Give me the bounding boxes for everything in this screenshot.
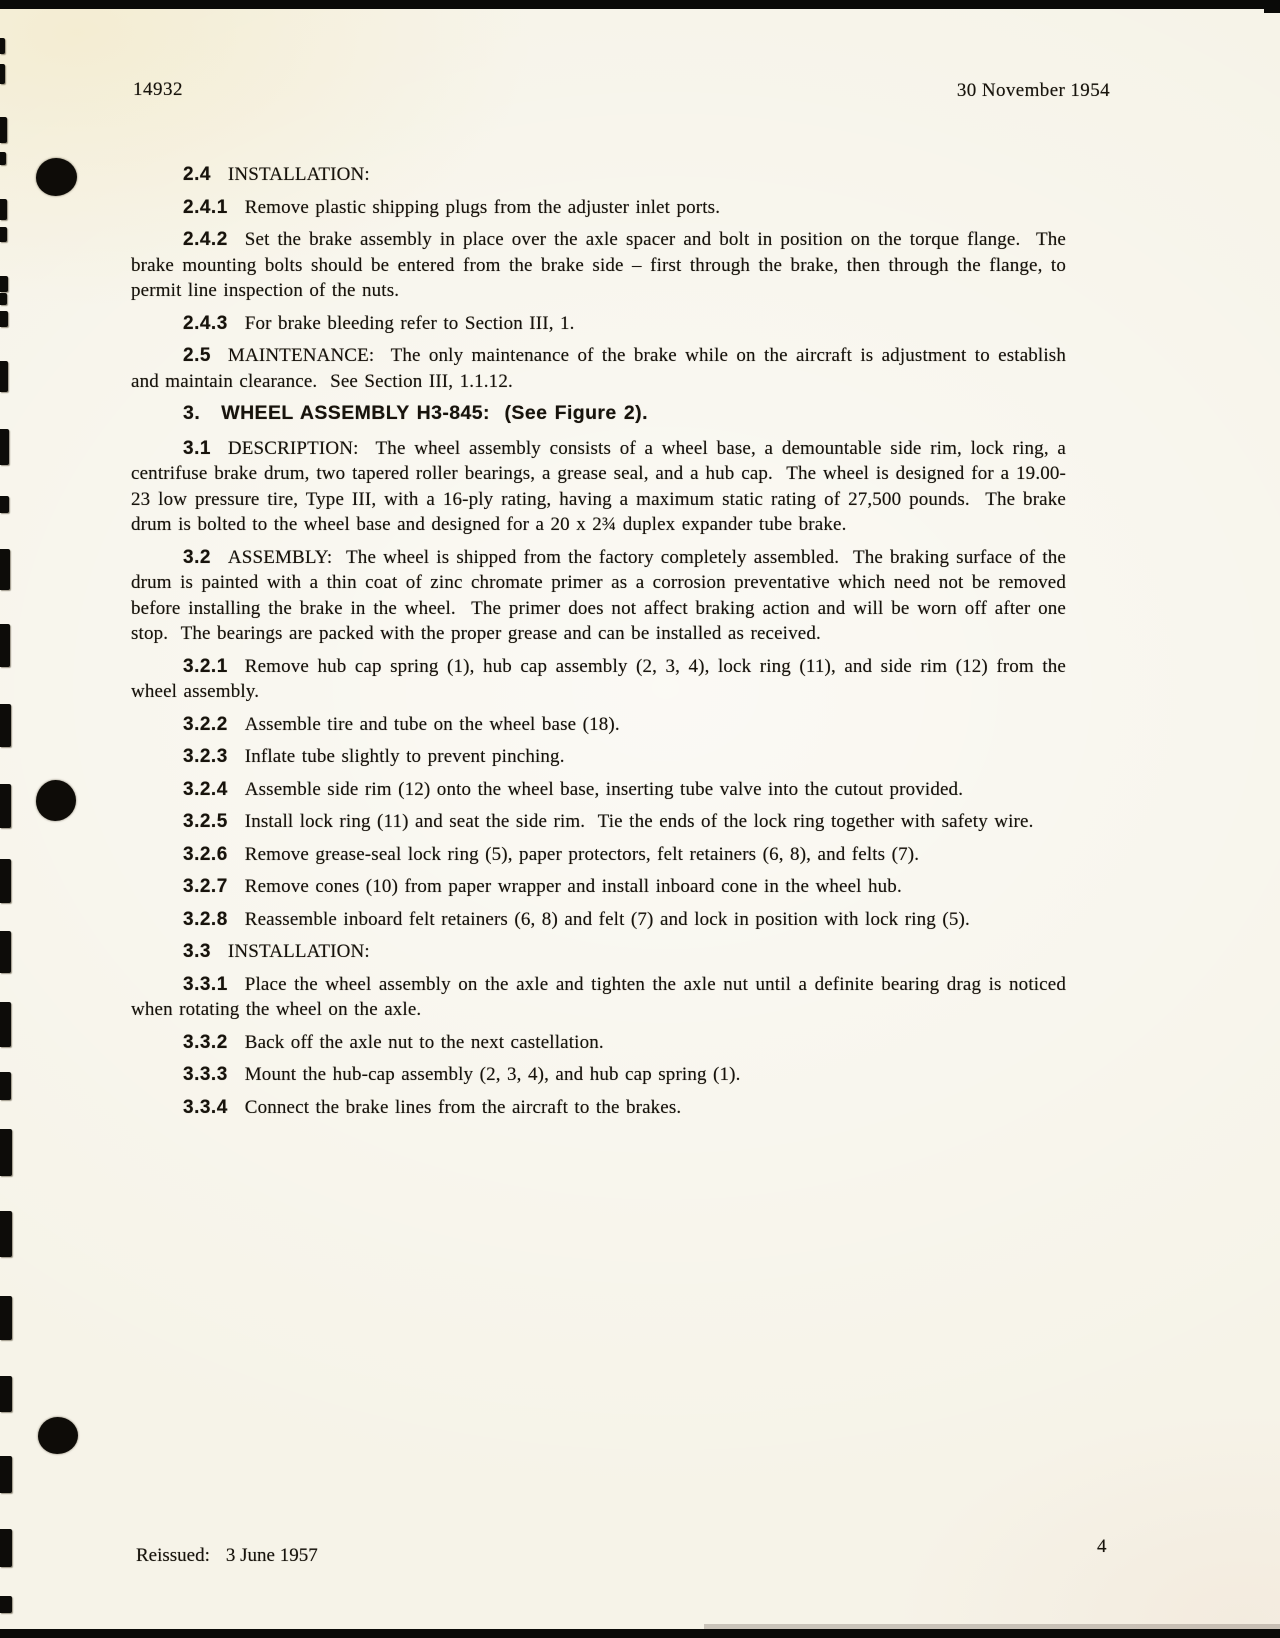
section-text: Remove grease-seal lock ring (5), paper protectors, felt retainers (6, 8), and felts (7).	[244, 843, 920, 865]
scan-top-edge	[0, 0, 1280, 9]
binding-mark	[0, 549, 10, 590]
section-number: 3.3.1	[183, 973, 228, 995]
binding-mark	[0, 227, 7, 242]
section-text: Install lock ring (11) and seat the side rim. Tie the ends of the lock ring together with safety wire.	[244, 811, 1034, 832]
section-text: Assemble tire and tube on the wheel base (18).	[244, 713, 620, 735]
section-number: 2.4.1	[183, 196, 228, 218]
binding-mark	[0, 1002, 11, 1047]
document-number: 14932	[133, 79, 183, 100]
binding-mark	[0, 293, 7, 305]
section-3-2-6	[131, 842, 1066, 868]
section-number: 3.2.8	[183, 908, 228, 930]
section-3-3-1	[131, 972, 1073, 1023]
section-number: 3.3.4	[183, 1096, 228, 1118]
binding-mark	[0, 1376, 12, 1412]
section-text: Set the brake assembly in place over the axle spacer and bolt in position on the torque flange. The brake mounting bolts should be entered from the brake side – first through the brake, then through the flange, to permit line inspection of the nuts.	[131, 229, 1073, 301]
binding-mark	[0, 704, 11, 747]
binding-mark	[0, 38, 5, 54]
section-text: ASSEMBLY: The wheel is shipped from the factory completely assembled. The braking surface of the drum is painted with a thin coat of zinc chromate primer as a corrosion preventative which need not be removed before installing the brake in the wheel. The primer does not affect braking action and will be worn off after one stop. The bearings are packed with the proper grease and can be installed as received.	[131, 546, 1073, 644]
punch-hole	[36, 780, 76, 821]
section-text: Reassemble inboard felt retainers (6, 8) and felt (7) and lock in position with lock ring (5).	[244, 908, 970, 930]
binding-mark	[0, 1596, 12, 1613]
section-number: 2.4	[183, 164, 211, 185]
binding-mark	[0, 496, 9, 513]
section-text: Back off the axle nut to the next castellation.	[244, 1031, 604, 1053]
section-text: Mount the hub-cap assembly (2, 3, 4), and hub cap spring (1).	[244, 1064, 741, 1085]
binding-mark	[0, 152, 6, 165]
section-3-3-3	[131, 1062, 1066, 1088]
binding-mark	[0, 276, 8, 292]
binding-mark	[0, 1296, 12, 1340]
scan-bottom-edge	[0, 1629, 1280, 1638]
section-3-2-7	[131, 874, 1066, 900]
section-number: 3.2.4	[183, 778, 228, 800]
section-text: Assemble side rim (12) onto the wheel base, inserting tube valve into the cutout provided.	[244, 778, 964, 800]
binding-mark	[0, 1129, 12, 1176]
binding-mark	[0, 117, 7, 143]
section-number: 3.	[183, 402, 201, 424]
section-3-3-4	[131, 1095, 1066, 1121]
binding-mark	[0, 199, 7, 220]
section-3-1	[131, 436, 1073, 538]
binding-mark	[0, 931, 11, 973]
document-body	[131, 162, 1073, 1127]
reissue-note	[136, 1545, 318, 1567]
section-3-2	[131, 545, 1073, 647]
page-number: 4	[1097, 1536, 1107, 1557]
section-number: 3.3	[183, 941, 211, 962]
reissue-date: 3 June 1957	[225, 1545, 318, 1566]
punch-hole	[38, 1417, 78, 1454]
binding-mark	[0, 1072, 11, 1100]
section-number: 3.2	[183, 546, 211, 568]
section-text: For brake bleeding refer to Section III, 1.	[244, 312, 575, 334]
binding-mark	[0, 429, 9, 465]
binding-mark	[0, 361, 8, 392]
header-date: 30 November 1954	[956, 80, 1110, 101]
section-text: MAINTENANCE: The only maintenance of the brake while on the aircraft is adjustment to establish and maintain clearance. See Section III, 1.1.12.	[131, 345, 1073, 392]
section-number: 2.5	[183, 345, 211, 366]
section-number: 3.2.3	[183, 746, 228, 767]
section-2-5	[131, 343, 1073, 394]
section-text: Remove cones (10) from paper wrapper and install inboard cone in the wheel hub.	[244, 876, 902, 897]
section-text: Inflate tube slightly to prevent pinching.	[244, 746, 565, 767]
section-3-2-3	[131, 744, 1066, 770]
section-2-4-1	[131, 195, 1066, 221]
scan-top-right-corner	[1264, 0, 1280, 13]
section-number: 3.1	[183, 437, 211, 459]
section-number: 2.4.3	[183, 312, 228, 334]
section-3-2-2	[131, 712, 1066, 738]
binding-mark	[0, 784, 11, 828]
section-3-2-4	[131, 777, 1066, 803]
section-text: WHEEL ASSEMBLY H3-845: (See Figure 2).	[221, 402, 648, 424]
section-3-3	[131, 939, 1066, 965]
section-number: 2.4.2	[183, 229, 228, 250]
binding-mark	[0, 1529, 12, 1567]
binding-mark	[0, 311, 8, 327]
section-2-4-2	[131, 227, 1073, 304]
section-number: 3.2.6	[183, 843, 228, 865]
reissue-label: Reissued:	[136, 1545, 210, 1566]
section-number: 3.3.2	[183, 1031, 228, 1053]
binding-mark	[0, 64, 5, 84]
punch-hole	[36, 158, 77, 196]
section-number: 3.2.1	[183, 655, 228, 677]
binding-mark	[0, 1456, 12, 1493]
section-text: INSTALLATION:	[227, 941, 370, 962]
binding-mark	[0, 1211, 12, 1257]
section-number: 3.2.5	[183, 811, 228, 832]
section-3-2-8	[131, 907, 1066, 933]
section-text: INSTALLATION:	[227, 164, 370, 185]
section-2-4	[131, 162, 1066, 188]
section-number: 3.3.3	[183, 1064, 228, 1085]
section-3-2-1	[131, 654, 1073, 705]
section-2-4-3	[131, 311, 1066, 337]
section-3-3-2	[131, 1030, 1066, 1056]
binding-mark	[0, 624, 10, 667]
section-text: Place the wheel assembly on the axle and tighten the axle nut until a definite bearing drag is noticed when rotating the wheel on the axle.	[131, 973, 1073, 1020]
section-number: 3.2.2	[183, 713, 228, 735]
section-text: Connect the brake lines from the aircraft to the brakes.	[244, 1096, 682, 1118]
binding-mark	[0, 859, 11, 903]
section-number: 3.2.7	[183, 876, 228, 897]
section-text: Remove hub cap spring (1), hub cap assembly (2, 3, 4), lock ring (11), and side rim (12) from the wheel assembly.	[131, 655, 1073, 702]
section-text: Remove plastic shipping plugs from the adjuster inlet ports.	[244, 196, 721, 218]
section-3-2-5	[131, 809, 1066, 835]
section-text: DESCRIPTION: The wheel assembly consists of a wheel base, a demountable side rim, lock ring, a centrifuse brake drum, two tapered roller bearings, a grease seal, and a hub cap. The wheel is designed for a 19.00-23 low pressure tire, Type III, with a 16-ply rating, having a maximum static rating of 27,500 pounds. The brake drum is bolted to the wheel base and designed for a 20 x 2¾ duplex expander tube brake.	[131, 437, 1073, 535]
section-3	[131, 401, 1066, 427]
